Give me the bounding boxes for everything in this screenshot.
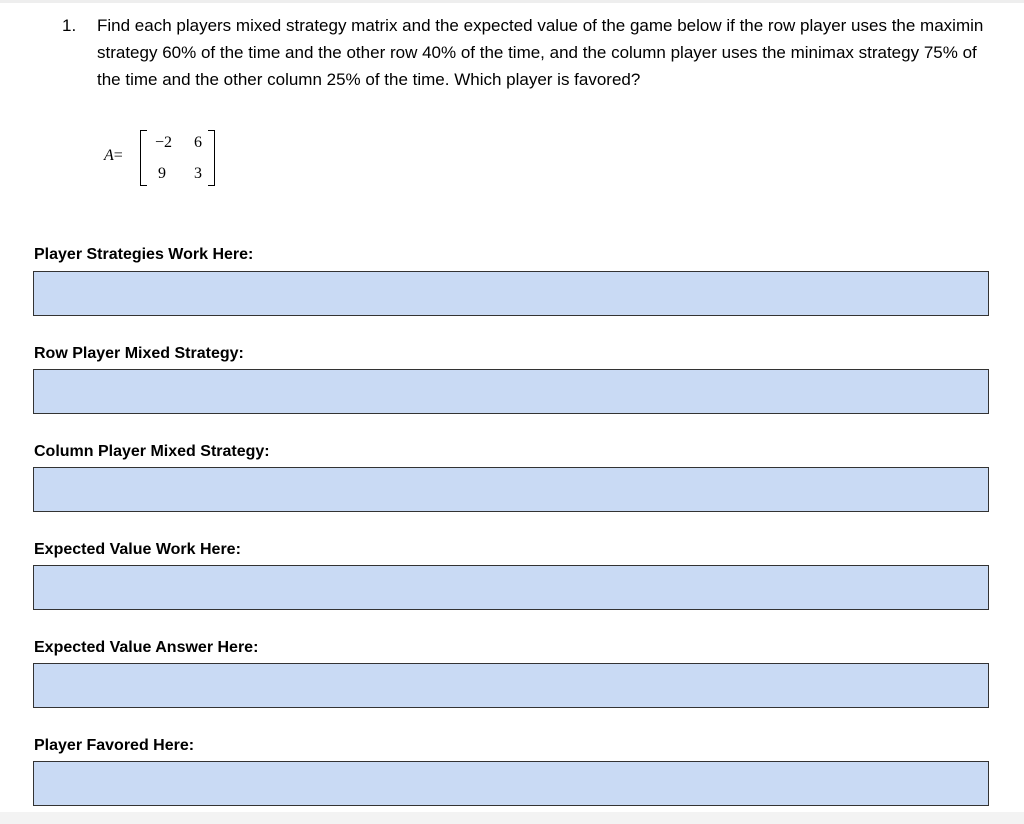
- expected-value-work-label: Expected Value Work Here:: [34, 541, 241, 558]
- matrix-cell-r2c1: 9: [158, 165, 166, 182]
- matrix-right-bracket: [208, 130, 215, 186]
- expected-value-answer-box[interactable]: [33, 663, 989, 708]
- matrix-cell-r2c2: 3: [194, 165, 202, 182]
- matrix-label: [104, 147, 123, 165]
- matrix-cell-r1c1: −2: [154, 134, 172, 151]
- row-player-strategy-label: Row Player Mixed Strategy:: [34, 345, 244, 362]
- matrix-name: A: [104, 147, 114, 164]
- top-rule: [0, 0, 1024, 3]
- column-player-strategy-answer-box[interactable]: [33, 467, 989, 512]
- matrix-equals: =: [113, 147, 123, 164]
- player-favored-label: Player Favored Here:: [34, 737, 195, 754]
- question-block: [62, 12, 992, 93]
- column-player-strategy-label: Column Player Mixed Strategy:: [34, 443, 270, 460]
- player-strategies-answer-box[interactable]: [33, 271, 989, 316]
- player-favored-answer-box[interactable]: [33, 761, 989, 806]
- row-player-strategy-answer-box[interactable]: [33, 369, 989, 414]
- question-number: 1.: [62, 16, 77, 35]
- player-strategies-label: Player Strategies Work Here:: [34, 246, 254, 263]
- bottom-strip: [0, 812, 1024, 824]
- expected-value-work-answer-box[interactable]: [33, 565, 989, 610]
- expected-value-answer-label: Expected Value Answer Here:: [34, 639, 259, 656]
- matrix-cell-r1c2: 6: [194, 134, 202, 151]
- question-text: Find each players mixed strategy matrix and the expected value of the game below if the row player uses the maximin strategy 60% of the time and the other row 40% of the time, and the column player uses the minimax strategy 75% of the time and the other column 25% of the time. Which player is favored?: [97, 16, 984, 89]
